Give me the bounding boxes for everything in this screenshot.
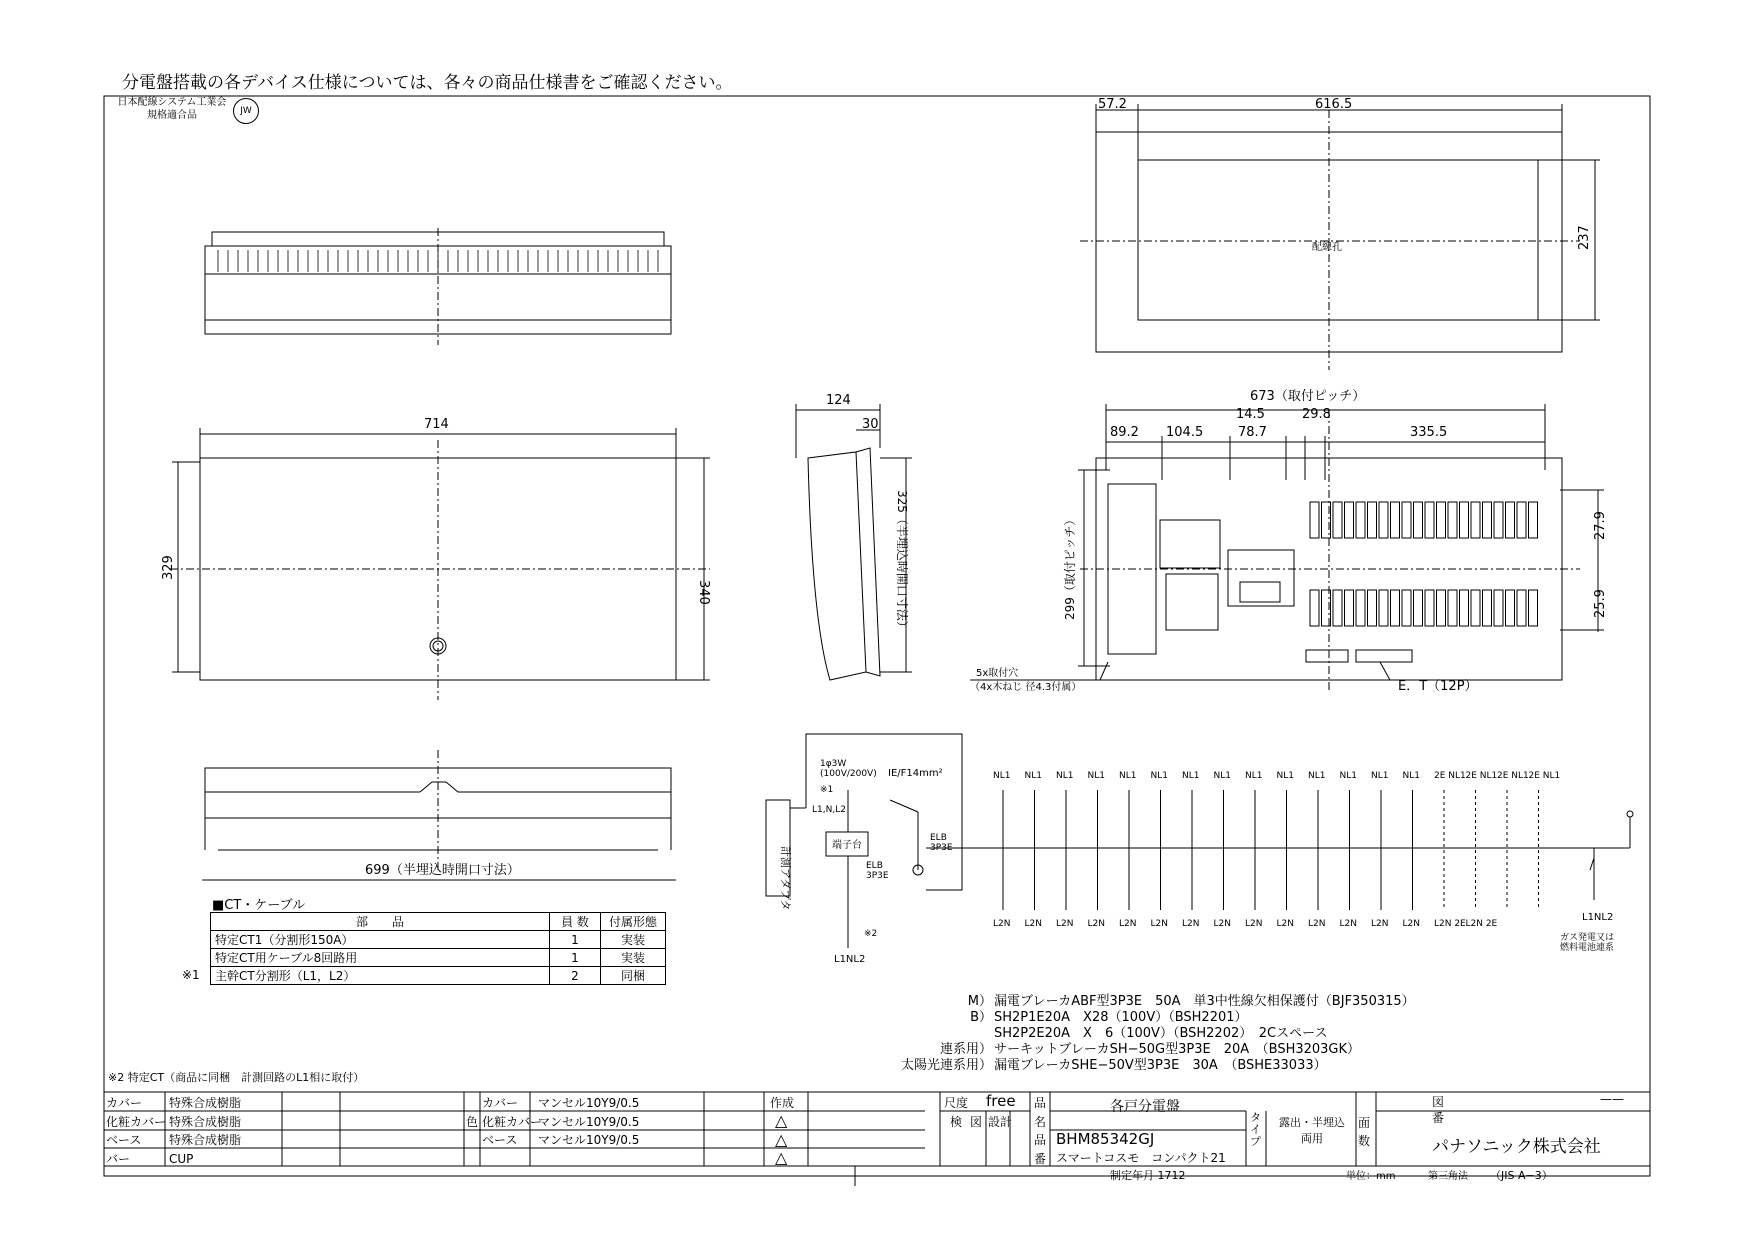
dim-673: 673（取付ピッチ）: [1250, 389, 1366, 404]
ct-header-part: 部 品: [211, 913, 550, 931]
branch-bottom-label: L2N 2E: [1465, 919, 1498, 929]
branch-breaker: [1437, 590, 1446, 626]
branch-top-label: NL1: [1245, 771, 1263, 781]
branch-top-label: NL1: [1308, 771, 1326, 781]
hinmei-labels: [1034, 1094, 1046, 1168]
material-label: ベース: [106, 1133, 142, 1147]
sekkei-label: 設計: [988, 1115, 1013, 1129]
table-cell: 実装: [601, 949, 666, 967]
front-view: [170, 428, 710, 700]
mark2-label: ※2: [864, 929, 878, 939]
table-cell: 実装: [601, 931, 666, 949]
ken-label: 検: [950, 1115, 963, 1129]
cert-line-1: 日本配線システム工業会: [117, 97, 227, 108]
branch-breaker: [1402, 502, 1411, 538]
ct-row-mark: ※1: [182, 968, 200, 982]
branch-bottom-label: L2N: [1308, 919, 1326, 929]
branch-top-label: NL1: [1150, 771, 1168, 781]
ct-title: ■CT・ケーブル: [212, 898, 306, 913]
l1nl2-bottom: L1NL2: [834, 954, 866, 965]
branch-top-label: NL1: [993, 771, 1011, 781]
top-view: [205, 228, 671, 345]
dim-57-2: 57.2: [1098, 97, 1127, 112]
revision-triangles: [775, 1112, 787, 1168]
branch-top-label: 2E NL1: [1497, 771, 1529, 781]
company-name: パナソニック株式会社: [1432, 1137, 1601, 1157]
triangle-icon: △: [775, 1148, 788, 1167]
dim-25-9: 25.9: [1593, 589, 1608, 618]
branch-breaker: [1483, 590, 1492, 626]
mei-label: 名: [1034, 1114, 1047, 1129]
type-value: 露出・半埋込 両用: [1279, 1116, 1345, 1145]
table-cell: 2: [550, 967, 601, 985]
triangle-icon: △: [775, 1111, 788, 1130]
dim-30: 30: [862, 417, 879, 432]
branch-bottom-label: L2N: [1213, 919, 1231, 929]
branch-bottom-label: L2N: [1182, 919, 1200, 929]
material-label: バー: [106, 1151, 131, 1166]
scale-label: 尺度: [944, 1096, 969, 1110]
color-item-label: 化粧カバー: [482, 1114, 543, 1129]
material-value: 特殊合成樹脂: [169, 1096, 242, 1110]
dim-329: 329: [161, 555, 176, 580]
spec-prefix: [860, 1026, 992, 1042]
branch-breaker: [1471, 590, 1480, 626]
l1nl2-top: L1,N,L2: [812, 805, 846, 815]
branch-top-label: NL1: [1213, 771, 1231, 781]
table-cell: 主幹CT分割形（L1，L2）: [211, 967, 550, 985]
material-label: カバー: [106, 1096, 143, 1110]
ct-note: ※2 特定CT（商品に同梱 計測回路のL1相に取付）: [108, 1071, 365, 1084]
side-view: [796, 404, 912, 680]
ct-header-form: 付属形態: [601, 913, 666, 931]
dim-340: 340: [696, 580, 711, 605]
table-cell: 1: [550, 949, 601, 967]
branch-bottom-label: L2N: [1024, 919, 1042, 929]
branch-top-label: NL1: [1056, 771, 1074, 781]
spec-prefix: B）: [970, 1010, 992, 1025]
branch-bottom-label: L2N: [993, 919, 1011, 929]
branch-top-label: 2E NL1: [1528, 771, 1561, 781]
dim-699: 699（半埋込時開口寸法）: [365, 863, 520, 878]
table-cell: 特定CT1（分割形150A）: [211, 931, 550, 949]
branch-top-label: 2E NL1: [1434, 771, 1466, 781]
title-block-lines: [104, 1092, 1650, 1186]
ie-label: IE/F14mm²: [888, 768, 943, 779]
branch-breaker: [1506, 502, 1515, 538]
angle-label: 第三角法: [1428, 1171, 1468, 1182]
spec-line: 漏電ブレーカSHE−50V型3P3E 30A （BSHE33033）: [994, 1058, 1327, 1073]
materials-left-values: [169, 1094, 241, 1168]
date-label: 制定年月 1712: [1110, 1169, 1186, 1182]
materials-right-values: [538, 1094, 639, 1150]
opening-view: [1080, 104, 1600, 370]
branch-breaker: [1310, 502, 1319, 538]
branch-breaker: [1448, 502, 1457, 538]
type-label: タイプ: [1250, 1111, 1261, 1148]
hin-label: 品: [1034, 1096, 1047, 1110]
branch-top-label: NL1: [1182, 771, 1200, 781]
branch-breaker: [1506, 590, 1515, 626]
branch-top-label: NL1: [1087, 771, 1105, 781]
cert-mark-icon: JW: [233, 98, 259, 124]
color-item-value: マンセル10Y9/0.5: [538, 1133, 640, 1147]
table-cell: 同梱: [601, 967, 666, 985]
branch-breaker: [1333, 502, 1342, 538]
branch-breaker: [1425, 502, 1434, 538]
dim-237: 237: [1577, 225, 1592, 250]
branch-breaker: [1310, 590, 1319, 626]
color-item-label: ベース: [482, 1133, 518, 1147]
branch-breaker: [1402, 590, 1411, 626]
et-label: E．T（12P）: [1398, 679, 1478, 694]
branch-bottom-label: L2N: [1119, 919, 1137, 929]
spec-prefix: 連系用）: [939, 1042, 992, 1057]
spec-line: SH2P1E20A X28（100V）（BSH2201）: [994, 1010, 1248, 1025]
dim-325: 325（半埋込時開口寸法）: [895, 490, 909, 633]
sakusei-label: 作成: [770, 1096, 795, 1110]
jis-label: （JIS A−3）: [1490, 1169, 1553, 1182]
scale-value: free: [986, 1092, 1016, 1110]
cert-line-2: 規格適合品: [147, 110, 197, 121]
dim-616-5: 616.5: [1315, 97, 1353, 112]
spec-line: サーキットブレーカSH−50G型3P3E 20A （BSH3203GK）: [994, 1042, 1361, 1057]
branch-breaker: [1437, 502, 1446, 538]
hin-label: 品: [1034, 1133, 1047, 1147]
terminal-label: 端子台: [832, 840, 862, 851]
spec-prefix: 太陽光連系用）: [900, 1058, 992, 1073]
branch-top-label: 2E NL1: [1465, 771, 1498, 781]
branch-top-label: NL1: [1371, 771, 1389, 781]
table-row: [211, 967, 666, 985]
table-cell: 1: [550, 931, 601, 949]
ct-header-row: [211, 913, 666, 931]
branch-top-label: NL1: [1119, 771, 1137, 781]
dim-104-5: 104.5: [1166, 425, 1204, 440]
branch-breaker: [1356, 502, 1365, 538]
materials-left-labels: [106, 1094, 166, 1168]
spec-line: SH2P2E20A X 6（100V）（BSH2202） 2Cスペース: [994, 1026, 1328, 1041]
branch-bottom-label: L2N: [1276, 919, 1294, 929]
spec-prefixes: [860, 994, 992, 1074]
schematic-diagram: [766, 734, 1633, 948]
dim-29-8: 29.8: [1302, 407, 1331, 422]
branch-breaker: [1391, 502, 1400, 538]
branch-breaker: [1517, 590, 1526, 626]
hole-label-2: （4x木ねじ 径4.3付属）: [970, 682, 1082, 693]
branch-breaker: [1483, 502, 1492, 538]
color-label: 色: [466, 1115, 479, 1129]
material-value: CUP: [169, 1151, 194, 1166]
dim-78-7: 78.7: [1238, 425, 1267, 440]
dim-335-5: 335.5: [1410, 425, 1448, 440]
branch-breaker: [1494, 590, 1503, 626]
table-row: [211, 931, 666, 949]
branch-breaker: [1414, 502, 1423, 538]
table-row: [211, 949, 666, 967]
branch-breaker: [1529, 502, 1538, 538]
product-series: スマートコスモ コンパクト21: [1056, 1151, 1226, 1165]
meter-label: 1φ3W (100V/200V): [820, 759, 877, 779]
zuban-value: ——: [1600, 1092, 1624, 1106]
color-item-value: マンセル10Y9/0.5: [538, 1096, 640, 1110]
branch-breaker: [1494, 502, 1503, 538]
table-cell: 特定CT用ケーブル8回路用: [211, 949, 550, 967]
branch-breaker: [1379, 590, 1388, 626]
branch-breaker: [1333, 590, 1342, 626]
branch-bottom-label: L2N 2E: [1434, 919, 1466, 929]
spec-prefix: M）: [967, 994, 992, 1009]
gas-note: ガス発電又は燃料電池連系: [1560, 933, 1615, 953]
men-label: 面数: [1358, 1116, 1371, 1148]
spec-line: 漏電ブレーカABF型3P3E 50A 単3中性線欠相保護付（BJF350315）: [994, 994, 1415, 1009]
branch-breaker: [1368, 590, 1377, 626]
branch-breaker: [1345, 590, 1354, 626]
product-code: BHM85342GJ: [1056, 1130, 1155, 1148]
branch-bottom-label: L2N: [1339, 919, 1357, 929]
spec-lines: [994, 994, 1415, 1074]
branch-breaker: [1529, 590, 1538, 626]
branch-breaker: [1391, 590, 1400, 626]
branch-top-label: NL1: [1339, 771, 1357, 781]
elb-top-label: ELB 3P3E: [930, 833, 953, 853]
branch-breaker: [1517, 502, 1526, 538]
branch-top-label: NL1: [1276, 771, 1294, 781]
material-value: 特殊合成樹脂: [169, 1114, 242, 1129]
color-item-label: カバー: [482, 1096, 519, 1110]
product-name: 各戸分電盤: [1110, 1099, 1180, 1115]
elb-mid-label: ELB 3P3E: [866, 861, 889, 881]
zu-label: 図: [970, 1115, 983, 1129]
branch-bottom-label: L2N: [1150, 919, 1168, 929]
branch-bottom-label: L2N: [1087, 919, 1105, 929]
dim-27-9: 27.9: [1593, 511, 1608, 540]
branch-breaker: [1471, 502, 1480, 538]
triangle-icon: △: [775, 1129, 788, 1149]
branch-breaker: [1345, 502, 1354, 538]
dim-89-2: 89.2: [1110, 425, 1139, 440]
notice-text: 分電盤搭載の各デバイス仕様については、各々の商品仕様書をご確認ください。: [122, 73, 733, 93]
haisen-label: 配線孔: [1312, 242, 1342, 253]
unit-label: 単位：mm: [1346, 1171, 1396, 1182]
ct-table: [210, 912, 666, 985]
bottom-view: [202, 750, 676, 880]
branch-bottom-label: L2N: [1402, 919, 1420, 929]
ban-label: 番: [1034, 1151, 1047, 1166]
mark1-label: ※1: [820, 785, 834, 795]
dim-14-5: 14.5: [1236, 407, 1265, 422]
ct-header-qty: 員 数: [550, 913, 601, 931]
adapter-label: 計測アダプタ: [779, 846, 792, 911]
material-value: 特殊合成樹脂: [169, 1133, 242, 1147]
branch-bottom-label: L2N: [1245, 919, 1263, 929]
branch-breaker: [1425, 590, 1434, 626]
branch-breaker: [1460, 590, 1469, 626]
hole-label-1: 5x取付穴: [976, 668, 1019, 679]
branch-breaker: [1356, 590, 1365, 626]
materials-right-labels: [482, 1094, 542, 1150]
branch-top-label: NL1: [1402, 771, 1420, 781]
branch-top-label: NL1: [1024, 771, 1042, 781]
branch-bottom-label: L2N: [1371, 919, 1389, 929]
dim-124: 124: [826, 393, 851, 408]
material-label: 化粧カバー: [106, 1114, 167, 1129]
gas-label: L1NL2: [1582, 912, 1614, 923]
color-item-value: マンセル10Y9/0.5: [538, 1114, 640, 1129]
branch-breaker: [1460, 502, 1469, 538]
branch-breaker: [1368, 502, 1377, 538]
zuban-label: 図番: [1432, 1095, 1445, 1125]
branch-breaker: [1448, 590, 1457, 626]
dim-714: 714: [424, 417, 449, 432]
branch-breaker: [1414, 590, 1423, 626]
branch-bottom-label: L2N: [1056, 919, 1074, 929]
branch-breaker: [1379, 502, 1388, 538]
dim-299: 299（取付ピッチ）: [1063, 513, 1077, 620]
